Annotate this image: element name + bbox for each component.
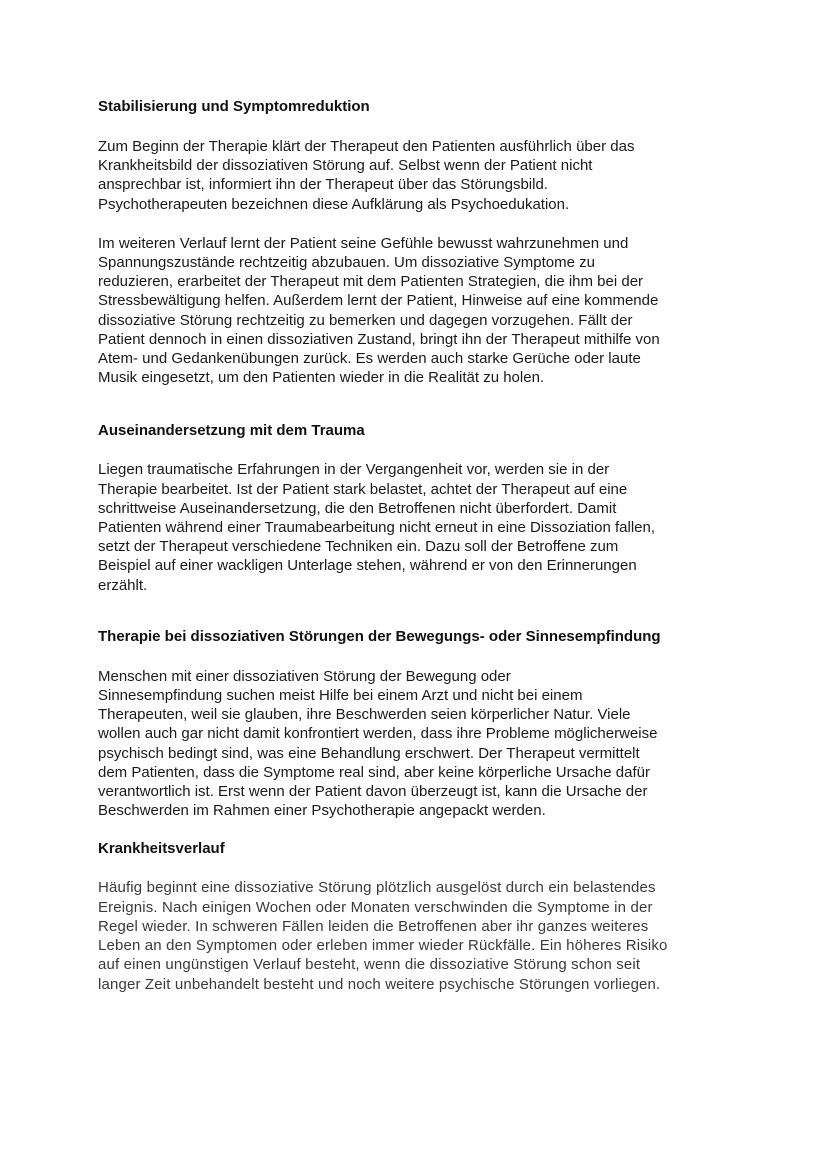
text-line: Patient dennoch in einen dissoziativen Zustand, bringt ihn der Therapeut mithilfe von [98, 330, 660, 348]
text-line: psychisch bedingt sind, was eine Behandlung erschwert. Der Therapeut vermittelt [98, 744, 640, 762]
text-line: Regel wieder. In schweren Fällen leiden die Betroffenen aber ihr ganzes weiteres [98, 917, 649, 935]
text-line: auf einen ungünstigen Verlauf besteht, wenn die dissoziative Störung schon seit [98, 956, 641, 974]
text-line: Ereignis. Nach einigen Wochen oder Monaten verschwinden die Symptome in der [98, 898, 653, 916]
paragraph [98, 878, 730, 993]
text-line: Zum Beginn der Therapie klärt der Therapeut den Patienten ausführlich über das [98, 138, 635, 155]
text-line: Liegen traumatische Erfahrungen in der Vergangenheit vor, werden sie in der [98, 461, 610, 479]
paragraph [98, 667, 730, 821]
text-line: schrittweise Auseinandersetzung, die den Betroffenen nicht überfordert. Damit [98, 499, 617, 517]
text-line: Leben an den Symptomen oder erleben immer wieder Rückfälle. Ein höheres Risiko [98, 937, 668, 955]
section-bewegungsstoerungen [98, 627, 730, 821]
section-trauma [98, 421, 730, 594]
section-heading: Therapie bei dissoziativen Störungen der Bewegungs- oder Sinnesempfindung [98, 627, 661, 645]
text-line: Patienten während einer Traumabearbeitung nicht erneut in eine Dissoziation fallen, [98, 519, 656, 537]
text-line: Im weiteren Verlauf lernt der Patient seine Gefühle bewusst wahrzunehmen und [98, 234, 629, 252]
document-page [98, 97, 730, 994]
text-line: erzählt. [98, 576, 148, 594]
text-line: Atem- und Gedankenübungen zurück. Es werden auch starke Gerüche oder laute [98, 350, 641, 368]
section-heading: Krankheitsverlauf [98, 840, 225, 858]
text-line: Beschwerden im Rahmen einer Psychotherapie angepackt werden. [98, 802, 546, 820]
text-line: dissoziative Störung rechtzeitig zu bemerken und dagegen vorzugehen. Fällt der [98, 311, 633, 329]
text-line: reduzieren, erarbeitet der Therapeut mit dem Patienten Strategien, die ihm bei der [98, 273, 644, 291]
section-heading: Auseinandersetzung mit dem Trauma [98, 422, 365, 440]
text-line: Spannungszustände rechtzeitig abzubauen. Um dissoziative Symptome zu [98, 254, 595, 272]
text-line: Musik eingesetzt, um den Patienten wieder in die Realität zu holen. [98, 369, 545, 387]
text-line: Menschen mit einer dissoziativen Störung der Bewegung oder [98, 667, 511, 685]
text-line: setzt der Therapeut verschiedene Techniken ein. Dazu soll der Betroffene zum [98, 538, 619, 556]
text-line: Stressbewältigung helfen. Außerdem lernt der Patient, Hinweise auf eine kommende [98, 292, 659, 310]
section-stabilisierung [98, 97, 730, 387]
text-line: Therapeuten, weil sie glauben, ihre Beschwerden seien körperlicher Natur. Viele [98, 706, 631, 724]
section-heading: Stabilisierung und Symptomreduktion [98, 98, 370, 115]
paragraph [98, 460, 730, 594]
text-line: Sinnesempfindung suchen meist Hilfe bei einem Arzt und nicht bei einem [98, 687, 583, 705]
text-line: langer Zeit unbehandelt besteht und noch weitere psychische Störungen vorliegen. [98, 975, 661, 993]
text-line: dem Patienten, dass die Symptome real sind, aber keine körperliche Ursache dafür [98, 763, 650, 781]
text-line: verantwortlich ist. Erst wenn der Patient davon überzeugt ist, kann die Ursache der [98, 783, 648, 801]
paragraph [98, 137, 730, 214]
text-line: Häufig beginnt eine dissoziative Störung plötzlich ausgelöst durch ein belastendes [98, 879, 656, 897]
paragraph [98, 234, 730, 388]
text-line: wollen auch gar nicht damit konfrontiert werden, dass ihre Probleme möglicherweise [98, 725, 658, 743]
text-line: Therapie bearbeitet. Ist der Patient stark belastet, achtet der Therapeut auf eine [98, 480, 628, 498]
text-line: Beispiel auf einer wackligen Unterlage stehen, während er von den Erinnerungen [98, 557, 637, 575]
section-krankheitsverlauf [98, 839, 730, 993]
text-line: ansprechbar ist, informiert ihn der Therapeut über das Störungsbild. [98, 176, 548, 194]
text-line: Psychotherapeuten bezeichnen diese Aufklärung als Psychoedukation. [98, 195, 570, 213]
text-line: Krankheitsbild der dissoziativen Störung auf. Selbst wenn der Patient nicht [98, 157, 593, 175]
